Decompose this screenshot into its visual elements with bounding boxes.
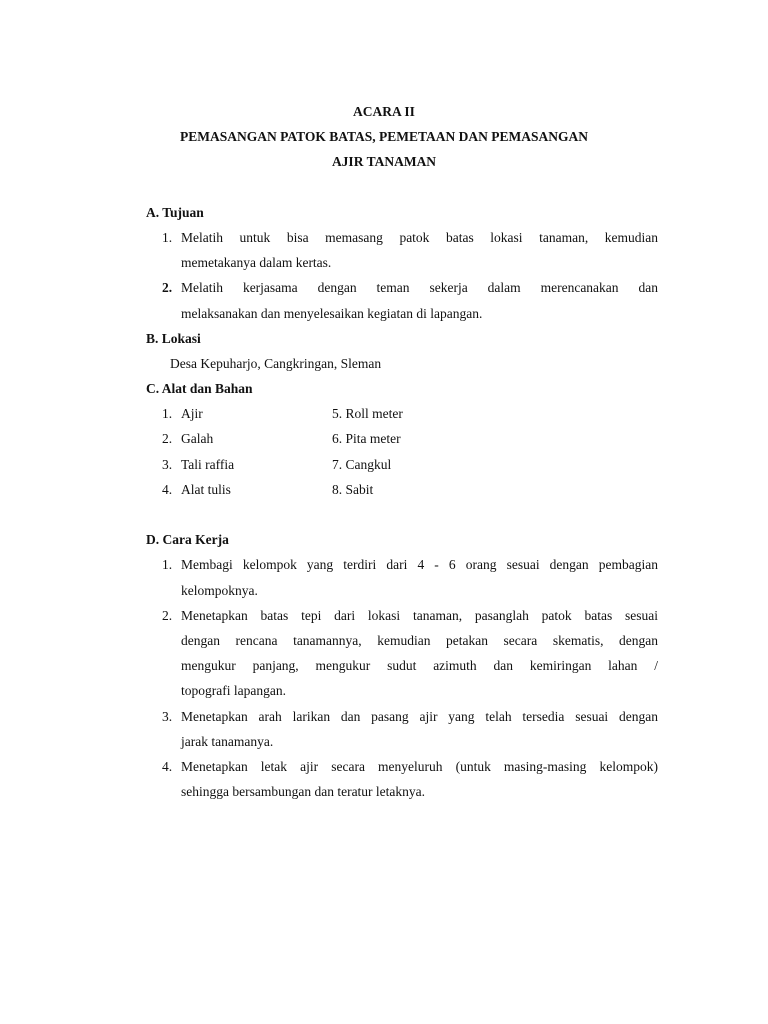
cara-kerja-item-line: Membagi kelompok yang terdiri dari 4 - 6 orang sesuai dengan pembagian: [181, 557, 658, 572]
document-title-line-2: PEMASANGAN PATOK BATAS, PEMETAAN DAN PEMASANGAN: [179, 129, 588, 144]
alat-item-right: 5. Roll meter: [332, 406, 403, 421]
section-heading-cara-kerja: D. Cara Kerja: [146, 532, 229, 547]
cara-kerja-item-line: topografi lapangan.: [181, 683, 286, 698]
alat-item-right: 8. Sabit: [332, 482, 374, 497]
alat-item-number: 4.: [162, 482, 173, 497]
cara-kerja-item-line: sehingga bersambungan dan teratur letaknya.: [181, 784, 426, 799]
cara-kerja-item-line: dengan rencana tanamannya, kemudian petakan secara skematis, dengan: [181, 633, 658, 648]
cara-kerja-item-number: 4.: [162, 759, 173, 774]
tujuan-item-line: melaksanakan dan menyelesaikan kegiatan di lapangan.: [181, 306, 483, 321]
cara-kerja-item-number: 2.: [162, 608, 173, 623]
alat-item-number: 2.: [162, 431, 173, 446]
tujuan-item-number: 2.: [162, 280, 173, 295]
alat-item-label: Alat tulis: [181, 482, 231, 497]
cara-kerja-item-line: jarak tanamanya.: [181, 734, 274, 749]
cara-kerja-item-line: kelompoknya.: [181, 583, 258, 598]
alat-item-label: Galah: [181, 431, 214, 446]
cara-kerja-item-line: Menetapkan batas tepi dari lokasi tanaman, pasanglah patok batas sesuai: [181, 608, 658, 623]
alat-item-number: 1.: [162, 406, 173, 421]
alat-item-right: 6. Pita meter: [332, 431, 401, 446]
section-heading-alat-bahan: C. Alat dan Bahan: [146, 381, 253, 396]
cara-kerja-item-line: Menetapkan letak ajir secara menyeluruh (untuk masing-masing kelompok): [181, 759, 658, 774]
cara-kerja-item-line: Menetapkan arah larikan dan pasang ajir yang telah tersedia sesuai dengan: [181, 709, 658, 724]
section-heading-lokasi: B. Lokasi: [146, 331, 201, 346]
cara-kerja-item-number: 1.: [162, 557, 173, 572]
section-heading-tujuan: A. Tujuan: [146, 205, 204, 220]
tujuan-item-line: Melatih kerjasama dengan teman sekerja dalam merencanakan dan: [181, 280, 658, 295]
alat-item-label: Tali raffia: [181, 457, 235, 472]
document-title-line-1: ACARA II: [353, 104, 415, 119]
alat-item-right: 7. Cangkul: [332, 457, 392, 472]
document-title-line-3: AJIR TANAMAN: [331, 154, 437, 169]
alat-item-number: 3.: [162, 457, 173, 472]
cara-kerja-item-line: mengukur panjang, mengukur sudut azimuth dan kemiringan lahan /: [181, 658, 658, 673]
tujuan-item-line: memetakanya dalam kertas.: [181, 255, 332, 270]
alat-item-label: Ajir: [181, 406, 203, 421]
tujuan-item-line: Melatih untuk bisa memasang patok batas lokasi tanaman, kemudian: [181, 230, 658, 245]
cara-kerja-item-number: 3.: [162, 709, 173, 724]
lokasi-text: Desa Kepuharjo, Cangkringan, Sleman: [170, 356, 382, 371]
tujuan-item-number: 1.: [162, 230, 173, 245]
